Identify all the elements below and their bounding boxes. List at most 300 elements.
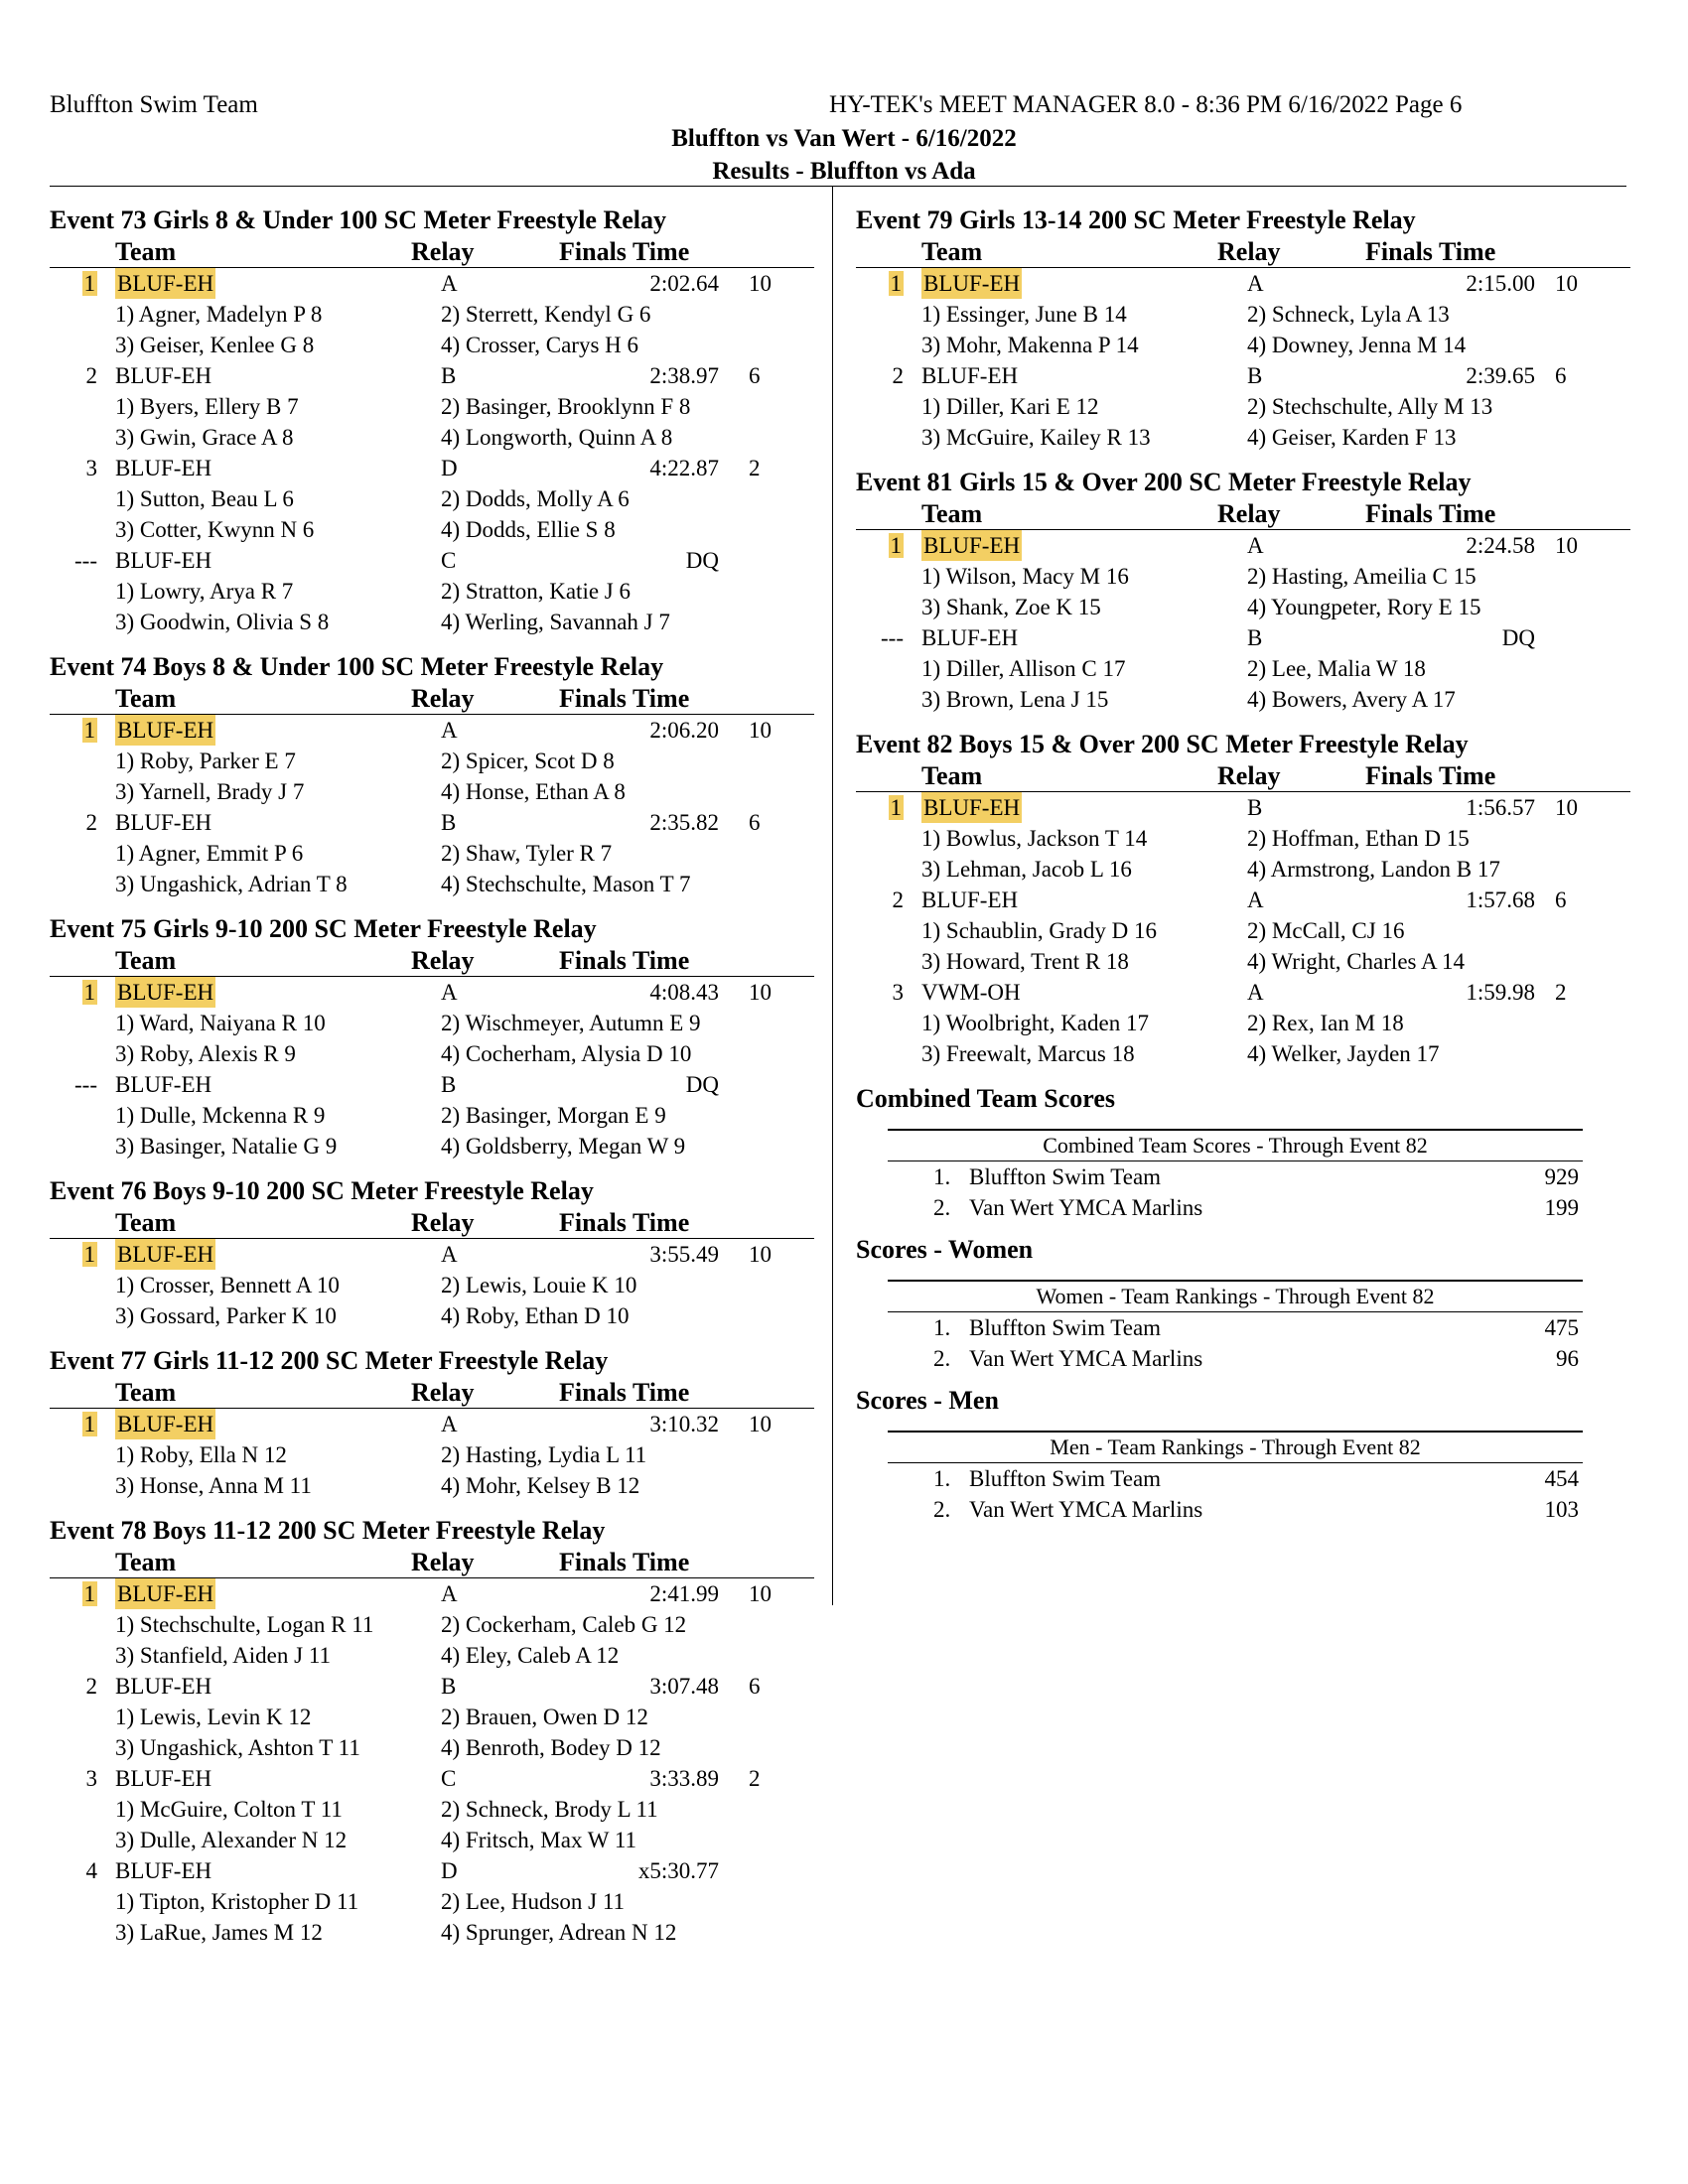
result-time: 2:06.20	[649, 718, 719, 743]
result-team: VWM-OH	[921, 980, 1021, 1005]
swimmer-name: 3) Honse, Anna M 11	[115, 1473, 312, 1498]
result-place: ---	[74, 548, 97, 573]
event-block	[50, 1174, 814, 1331]
score-row	[888, 1192, 1583, 1223]
swimmer-name: 4) Goldsberry, Megan W 9	[441, 1134, 686, 1159]
column-header-row	[50, 236, 814, 268]
result-place-highlight: 1	[83, 718, 95, 743]
swimmer-name: 3) Cotter, Kwynn N 6	[115, 517, 315, 542]
swimmer-row	[50, 1732, 814, 1763]
result-row	[50, 268, 814, 299]
swimmer-name: 3) Geiser, Kenlee G 8	[115, 333, 315, 357]
result-place-highlight: 1	[83, 1581, 95, 1606]
score-team: Van Wert YMCA Marlins	[969, 1497, 1203, 1522]
swimmer-name: 1) Crosser, Bennett A 10	[115, 1273, 340, 1297]
result-relay: D	[441, 456, 458, 480]
swimmer-name: 1) Wilson, Macy M 16	[921, 564, 1129, 589]
result-place: 2	[85, 363, 97, 388]
swimmer-name: 4) Stechschulte, Mason T 7	[441, 872, 691, 896]
column-header-team: Team	[115, 1208, 177, 1237]
result-team: BLUF-EH	[921, 792, 1022, 823]
swimmer-row	[50, 483, 814, 514]
result-time: DQ	[1501, 625, 1535, 650]
result-place	[856, 530, 904, 561]
event-title: Event 82 Boys 15 & Over 200 SC Meter Freestyle Relay	[856, 730, 1469, 758]
swimmer-name: 1) Ward, Naiyana R 10	[115, 1011, 326, 1035]
swimmer-row	[50, 1609, 814, 1640]
score-value: 454	[1544, 1466, 1579, 1491]
result-points: 6	[1555, 363, 1567, 388]
column-header-relay: Relay	[411, 684, 475, 713]
result-relay: A	[441, 980, 458, 1005]
result-relay: A	[441, 718, 458, 743]
column-header-team: Team	[921, 237, 983, 266]
swimmer-row	[856, 1008, 1630, 1038]
column-header-row	[50, 1377, 814, 1409]
column-header-team: Team	[921, 499, 983, 528]
result-team: BLUF-EH	[115, 1239, 215, 1270]
swimmer-row	[50, 576, 814, 607]
swimmer-name: 1) Stechschulte, Logan R 11	[115, 1612, 374, 1637]
swimmer-name: 3) McGuire, Kailey R 13	[921, 425, 1151, 450]
result-place: 3	[85, 456, 97, 480]
swimmer-row	[50, 776, 814, 807]
column-header-relay: Relay	[411, 1378, 475, 1407]
result-time: 2:24.58	[1466, 533, 1535, 558]
result-row	[50, 360, 814, 391]
result-row	[50, 453, 814, 483]
swimmer-name: 1) Diller, Allison C 17	[921, 656, 1126, 681]
result-team: BLUF-EH	[115, 363, 212, 388]
swimmer-row	[50, 1008, 814, 1038]
swimmer-name: 4) Longworth, Quinn A 8	[441, 425, 673, 450]
result-row	[50, 977, 814, 1008]
result-time: 2:39.65	[1466, 363, 1535, 388]
score-rank: 2.	[933, 1346, 951, 1371]
result-points: 6	[749, 810, 761, 835]
swimmer-name: 4) Bowers, Avery A 17	[1247, 687, 1456, 712]
result-place	[856, 792, 904, 823]
header-left-text: Bluffton Swim Team	[50, 91, 258, 118]
result-points: 10	[749, 980, 772, 1005]
swimmer-name: 2) Lee, Malia W 18	[1247, 656, 1426, 681]
result-time: 4:08.43	[649, 980, 719, 1005]
swimmer-name: 1) Schaublin, Grady D 16	[921, 918, 1157, 943]
result-time: 2:41.99	[649, 1581, 719, 1606]
swimmer-name: 2) Shaw, Tyler R 7	[441, 841, 613, 866]
score-value: 96	[1556, 1346, 1579, 1371]
result-place-highlight: 1	[890, 795, 902, 820]
swimmer-name: 4) Geiser, Karden F 13	[1247, 425, 1457, 450]
swimmer-row	[50, 1270, 814, 1300]
event-block	[856, 466, 1630, 715]
swimmer-name: 1) Lewis, Levin K 12	[115, 1705, 312, 1729]
result-time: DQ	[685, 548, 719, 573]
result-row	[856, 360, 1630, 391]
swimmer-row	[50, 1131, 814, 1161]
event-title: Event 76 Boys 9-10 200 SC Meter Freestyle Relay	[50, 1176, 594, 1205]
event-block	[50, 1514, 814, 1948]
score-row	[888, 1463, 1583, 1494]
scores-table	[888, 1129, 1583, 1223]
result-row	[50, 807, 814, 838]
swimmer-name: 2) Hasting, Lydia L 11	[441, 1442, 647, 1467]
swimmer-row	[50, 869, 814, 899]
result-points: 10	[749, 718, 772, 743]
swimmer-name: 1) Dulle, Mckenna R 9	[115, 1103, 326, 1128]
event-block	[50, 204, 814, 637]
result-relay: A	[1247, 533, 1264, 558]
scores-section-title: Combined Team Scores	[856, 1084, 1115, 1113]
column-header-relay: Relay	[411, 237, 475, 266]
swimmer-row	[50, 1886, 814, 1917]
result-time: x5:30.77	[637, 1858, 719, 1883]
swimmer-row	[50, 838, 814, 869]
swimmer-name: 4) Sprunger, Adrean N 12	[441, 1920, 677, 1945]
swimmer-name: 1) Byers, Ellery B 7	[115, 394, 299, 419]
result-place: 2	[892, 887, 904, 912]
swimmer-name: 4) Werling, Savannah J 7	[441, 610, 670, 634]
swimmer-name: 3) Yarnell, Brady J 7	[115, 779, 305, 804]
swimmer-name: 2) Cockerham, Caleb G 12	[441, 1612, 687, 1637]
event-title: Event 77 Girls 11-12 200 SC Meter Freestyle Relay	[50, 1346, 609, 1375]
swimmer-name: 1) Woolbright, Kaden 17	[921, 1011, 1149, 1035]
column-header-team: Team	[115, 1378, 177, 1407]
swimmer-name: 2) Sterrett, Kendyl G 6	[441, 302, 651, 327]
result-row	[50, 1409, 814, 1439]
column-header-row	[50, 1547, 814, 1578]
result-row	[856, 792, 1630, 823]
result-team: BLUF-EH	[115, 1766, 212, 1791]
swimmer-row	[856, 330, 1630, 360]
column-divider	[832, 186, 833, 1605]
swimmer-name: 4) Crosser, Carys H 6	[441, 333, 639, 357]
swimmer-row	[50, 1439, 814, 1470]
result-points: 10	[1555, 271, 1578, 296]
score-rank: 1.	[933, 1164, 951, 1189]
swimmer-name: 4) Cocherham, Alysia D 10	[441, 1041, 692, 1066]
swimmer-row	[856, 684, 1630, 715]
swimmer-name: 4) Eley, Caleb A 12	[441, 1643, 620, 1668]
result-row	[856, 268, 1630, 299]
result-team: BLUF-EH	[921, 887, 1019, 912]
event-block	[50, 650, 814, 899]
result-team: BLUF-EH	[115, 977, 215, 1008]
result-team: BLUF-EH	[921, 268, 1022, 299]
swimmer-name: 3) Ungashick, Ashton T 11	[115, 1735, 360, 1760]
score-value: 199	[1544, 1195, 1579, 1220]
swimmer-row	[856, 854, 1630, 885]
result-relay: B	[441, 810, 457, 835]
swimmer-name: 1) Essinger, June B 14	[921, 302, 1127, 327]
swimmer-row	[50, 746, 814, 776]
result-place: 4	[85, 1858, 97, 1883]
column-header-finals-time: Finals Time	[559, 1548, 690, 1576]
scores-heading: Men - Team Rankings - Through Event 82	[888, 1433, 1583, 1463]
swimmer-name: 2) Schneck, Brody L 11	[441, 1797, 658, 1822]
result-place-highlight: 1	[83, 271, 95, 296]
result-team: BLUF-EH	[115, 1409, 215, 1439]
result-points: 6	[1555, 887, 1567, 912]
result-points: 10	[749, 1242, 772, 1267]
score-row	[888, 1161, 1583, 1192]
result-points: 6	[749, 1674, 761, 1699]
score-rank: 2.	[933, 1497, 951, 1522]
swimmer-name: 2) Hasting, Ameilia C 15	[1247, 564, 1477, 589]
result-points: 6	[749, 363, 761, 388]
header-right-text: HY-TEK's MEET MANAGER 8.0 - 8:36 PM 6/16/2022 Page 6	[829, 91, 1463, 118]
swimmer-name: 3) Basinger, Natalie G 9	[115, 1134, 338, 1159]
swimmer-name: 2) Brauen, Owen D 12	[441, 1705, 648, 1729]
swimmer-name: 4) Fritsch, Max W 11	[441, 1828, 636, 1852]
swimmer-row	[50, 1470, 814, 1501]
swimmer-row	[856, 823, 1630, 854]
swimmer-row	[50, 1038, 814, 1069]
swimmer-row	[50, 1794, 814, 1825]
swimmer-name: 2) Stechschulte, Ally M 13	[1247, 394, 1493, 419]
swimmer-row	[50, 1917, 814, 1948]
swimmer-name: 3) Dulle, Alexander N 12	[115, 1828, 348, 1852]
result-place: ---	[74, 1072, 97, 1097]
result-team: BLUF-EH	[115, 715, 215, 746]
result-row	[856, 885, 1630, 915]
score-row	[888, 1312, 1583, 1343]
column-header-finals-time: Finals Time	[1365, 237, 1496, 266]
swimmer-name: 4) Youngpeter, Rory E 15	[1247, 595, 1481, 619]
column-header-finals-time: Finals Time	[1365, 499, 1496, 528]
result-row	[856, 622, 1630, 653]
scores-section-title: Scores - Women	[856, 1235, 1034, 1264]
result-team: BLUF-EH	[115, 548, 212, 573]
swimmer-name: 2) Wischmeyer, Autumn E 9	[441, 1011, 701, 1035]
swimmer-name: 2) Lewis, Louie K 10	[441, 1273, 637, 1297]
result-relay: A	[441, 1581, 458, 1606]
result-team: BLUF-EH	[115, 268, 215, 299]
result-relay: A	[1247, 980, 1264, 1005]
result-points: 10	[749, 1581, 772, 1606]
result-points: 2	[749, 1766, 761, 1791]
result-time: 1:57.68	[1466, 887, 1535, 912]
swimmer-name: 3) Howard, Trent R 18	[921, 949, 1129, 974]
result-team: BLUF-EH	[115, 1072, 212, 1097]
swimmer-name: 2) Spicer, Scot D 8	[441, 749, 615, 773]
swimmer-name: 1) McGuire, Colton T 11	[115, 1797, 343, 1822]
column-header-team: Team	[921, 761, 983, 790]
result-team: BLUF-EH	[115, 1674, 212, 1699]
result-place: ---	[881, 625, 904, 650]
swimmer-name: 2) Schneck, Lyla A 13	[1247, 302, 1450, 327]
result-team: BLUF-EH	[115, 1858, 212, 1883]
result-place: 3	[892, 980, 904, 1005]
swimmer-name: 3) Roby, Alexis R 9	[115, 1041, 296, 1066]
swimmer-name: 2) Basinger, Brooklynn F 8	[441, 394, 691, 419]
event-block	[50, 912, 814, 1161]
result-relay: A	[441, 271, 458, 296]
column-header-row	[856, 498, 1630, 530]
result-time: 2:38.97	[649, 363, 719, 388]
swimmer-name: 3) Lehman, Jacob L 16	[921, 857, 1132, 882]
swimmer-row	[856, 422, 1630, 453]
result-team: BLUF-EH	[115, 1578, 215, 1609]
header-divider	[50, 186, 1626, 187]
result-place: 2	[892, 363, 904, 388]
result-place: 2	[85, 1674, 97, 1699]
score-team: Bluffton Swim Team	[969, 1315, 1162, 1340]
swimmer-row	[856, 915, 1630, 946]
event-title: Event 73 Girls 8 & Under 100 SC Meter Freestyle Relay	[50, 205, 666, 234]
result-time: 2:35.82	[649, 810, 719, 835]
result-time: 3:07.48	[649, 1674, 719, 1699]
swimmer-name: 1) Roby, Ella N 12	[115, 1442, 287, 1467]
column-header-finals-time: Finals Time	[559, 684, 690, 713]
swimmer-name: 1) Bowlus, Jackson T 14	[921, 826, 1148, 851]
swimmer-name: 4) Benroth, Bodey D 12	[441, 1735, 661, 1760]
swimmer-name: 4) Armstrong, Landon B 17	[1247, 857, 1500, 882]
result-relay: C	[441, 1766, 457, 1791]
event-title: Event 75 Girls 9-10 200 SC Meter Freestyle Relay	[50, 914, 597, 943]
result-points: 2	[749, 456, 761, 480]
column-header-team: Team	[115, 1548, 177, 1576]
result-place-highlight: 1	[890, 533, 902, 558]
column-header-finals-time: Finals Time	[559, 237, 690, 266]
result-place	[856, 268, 904, 299]
swimmer-name: 3) Stanfield, Aiden J 11	[115, 1643, 331, 1668]
result-points: 10	[1555, 795, 1578, 820]
result-relay: C	[441, 548, 457, 573]
result-relay: B	[441, 1674, 457, 1699]
swimmer-name: 2) Dodds, Molly A 6	[441, 486, 630, 511]
swimmer-row	[50, 514, 814, 545]
swimmer-name: 3) Gwin, Grace A 8	[115, 425, 294, 450]
swimmer-name: 4) Welker, Jayden 17	[1247, 1041, 1440, 1066]
swimmer-row	[50, 391, 814, 422]
right-column	[856, 204, 1630, 1535]
swimmer-row	[50, 1300, 814, 1331]
result-time: 2:15.00	[1466, 271, 1535, 296]
column-header-row	[50, 683, 814, 715]
swimmer-name: 1) Roby, Parker E 7	[115, 749, 296, 773]
result-row	[50, 1671, 814, 1702]
result-place	[50, 1409, 97, 1439]
swimmer-name: 3) Goodwin, Olivia S 8	[115, 610, 330, 634]
result-place	[50, 268, 97, 299]
result-time: 4:22.87	[649, 456, 719, 480]
column-header-row	[856, 236, 1630, 268]
result-place-highlight: 1	[83, 1242, 95, 1267]
scores-heading: Women - Team Rankings - Through Event 82	[888, 1282, 1583, 1312]
column-header-team: Team	[115, 684, 177, 713]
swimmer-name: 3) Gossard, Parker K 10	[115, 1303, 337, 1328]
column-header-row	[50, 945, 814, 977]
swimmer-row	[50, 607, 814, 637]
result-relay: A	[441, 1242, 458, 1267]
result-place	[50, 977, 97, 1008]
swimmer-name: 3) Shank, Zoe K 15	[921, 595, 1101, 619]
result-row	[50, 1763, 814, 1794]
result-time: DQ	[685, 1072, 719, 1097]
column-header-team: Team	[115, 237, 177, 266]
swimmer-name: 2) Lee, Hudson J 11	[441, 1889, 626, 1914]
score-team: Van Wert YMCA Marlins	[969, 1346, 1203, 1371]
score-value: 475	[1544, 1315, 1579, 1340]
swimmer-row	[856, 592, 1630, 622]
swimmer-row	[856, 299, 1630, 330]
result-time: 3:33.89	[649, 1766, 719, 1791]
score-row	[888, 1494, 1583, 1525]
swimmer-name: 2) McCall, CJ 16	[1247, 918, 1405, 943]
scores-table	[888, 1280, 1583, 1374]
page-title: Bluffton vs Van Wert - 6/16/2022	[671, 125, 1017, 152]
column-header-relay: Relay	[1217, 237, 1281, 266]
column-header-team: Team	[115, 946, 177, 975]
swimmer-row	[856, 391, 1630, 422]
result-time: 1:59.98	[1466, 980, 1535, 1005]
score-rank: 1.	[933, 1315, 951, 1340]
result-relay: B	[1247, 625, 1263, 650]
score-rank: 1.	[933, 1466, 951, 1491]
result-time: 3:55.49	[649, 1242, 719, 1267]
swimmer-name: 3) Mohr, Makenna P 14	[921, 333, 1139, 357]
score-team: Bluffton Swim Team	[969, 1164, 1162, 1189]
result-team: BLUF-EH	[921, 363, 1019, 388]
swimmer-name: 3) LaRue, James M 12	[115, 1920, 323, 1945]
column-header-relay: Relay	[411, 1208, 475, 1237]
result-team: BLUF-EH	[921, 625, 1019, 650]
swimmer-row	[50, 422, 814, 453]
result-place-highlight: 1	[83, 980, 95, 1005]
swimmer-row	[50, 1702, 814, 1732]
result-points: 2	[1555, 980, 1567, 1005]
result-time: 2:02.64	[649, 271, 719, 296]
result-place: 3	[85, 1766, 97, 1791]
result-team: BLUF-EH	[115, 810, 212, 835]
column-header-row	[856, 760, 1630, 792]
swimmer-name: 4) Roby, Ethan D 10	[441, 1303, 630, 1328]
result-relay: A	[441, 1412, 458, 1436]
swimmer-name: 4) Mohr, Kelsey B 12	[441, 1473, 640, 1498]
result-relay: D	[441, 1858, 458, 1883]
result-row	[50, 1239, 814, 1270]
result-relay: A	[1247, 271, 1264, 296]
swimmer-name: 4) Wright, Charles A 14	[1247, 949, 1466, 974]
swimmer-name: 1) Diller, Kari E 12	[921, 394, 1099, 419]
event-title: Event 78 Boys 11-12 200 SC Meter Freestyle Relay	[50, 1516, 606, 1545]
event-title: Event 79 Girls 13-14 200 SC Meter Freestyle Relay	[856, 205, 1416, 234]
column-header-relay: Relay	[1217, 499, 1281, 528]
score-value: 103	[1544, 1497, 1579, 1522]
result-relay: B	[1247, 795, 1263, 820]
column-header-finals-time: Finals Time	[559, 946, 690, 975]
swimmer-name: 1) Agner, Madelyn P 8	[115, 302, 323, 327]
result-relay: A	[1247, 887, 1264, 912]
result-team: BLUF-EH	[921, 530, 1022, 561]
result-row	[50, 1069, 814, 1100]
swimmer-name: 1) Sutton, Beau L 6	[115, 486, 294, 511]
swimmer-row	[856, 946, 1630, 977]
result-points: 10	[1555, 533, 1578, 558]
score-team: Bluffton Swim Team	[969, 1466, 1162, 1491]
result-place-highlight: 1	[83, 1412, 95, 1436]
swimmer-name: 1) Tipton, Kristopher D 11	[115, 1889, 359, 1914]
swimmer-name: 2) Hoffman, Ethan D 15	[1247, 826, 1470, 851]
swimmer-name: 1) Agner, Emmit P 6	[115, 841, 304, 866]
score-row	[888, 1343, 1583, 1374]
swimmer-name: 1) Lowry, Arya R 7	[115, 579, 294, 604]
result-relay: B	[441, 1072, 457, 1097]
swimmer-name: 2) Stratton, Katie J 6	[441, 579, 631, 604]
swimmer-name: 4) Downey, Jenna M 14	[1247, 333, 1467, 357]
result-row	[856, 530, 1630, 561]
